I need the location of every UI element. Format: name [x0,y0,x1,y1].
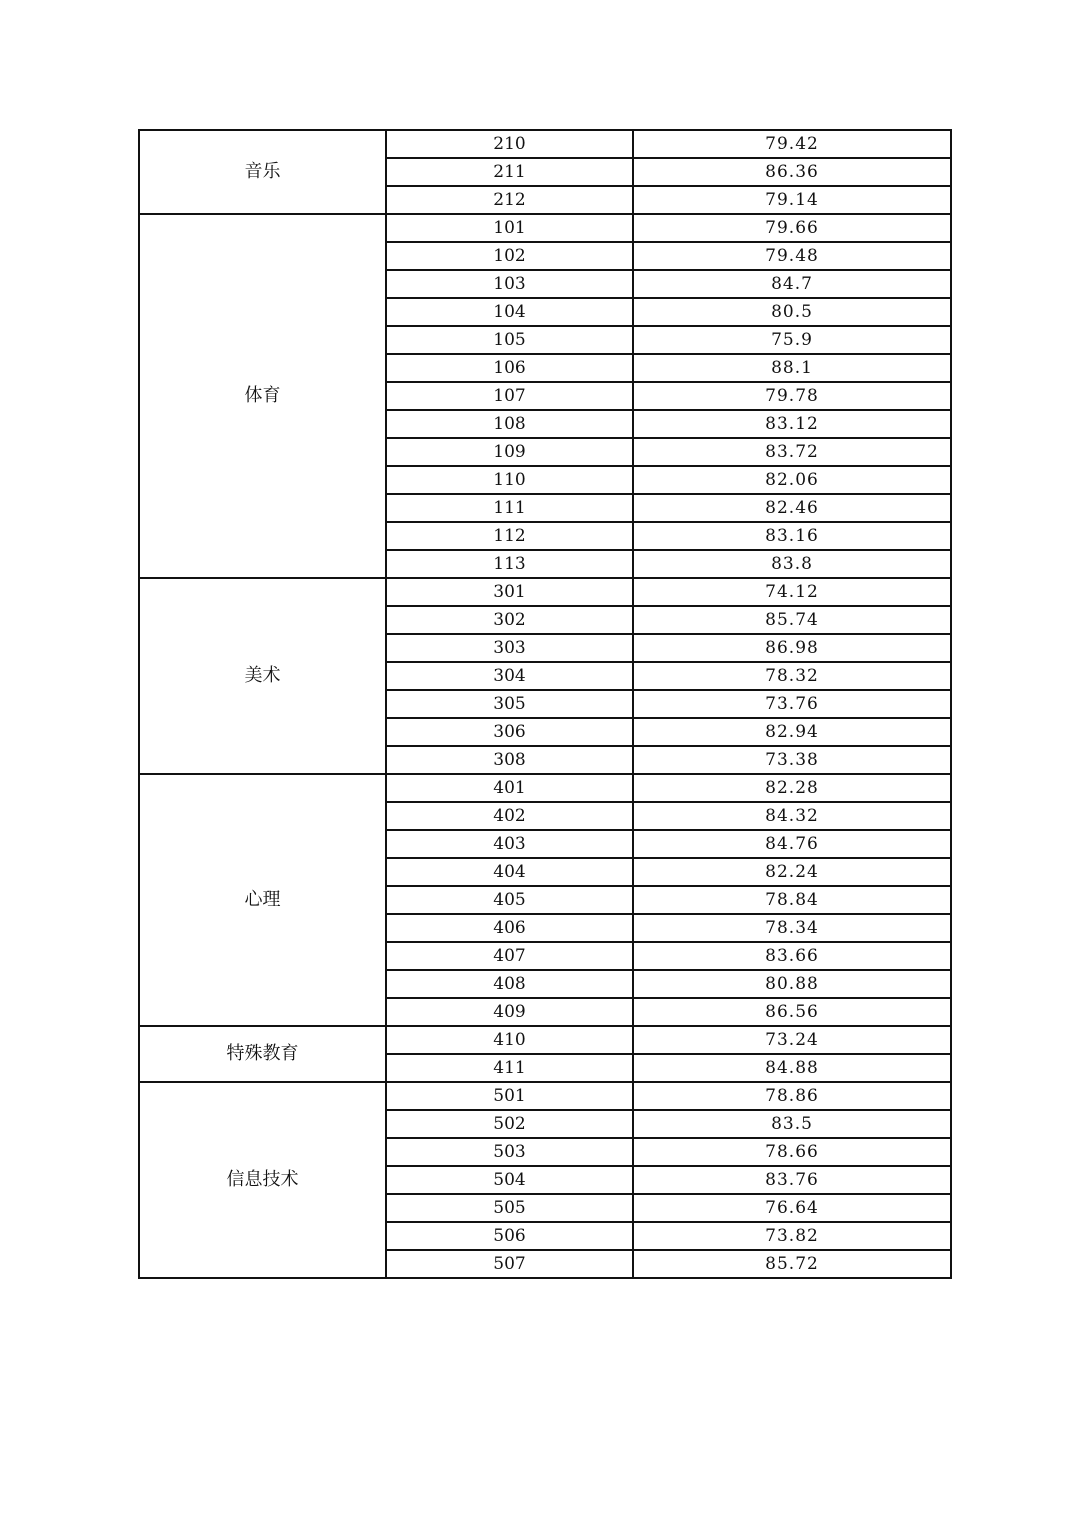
position-code-cell: 507 [386,1250,633,1278]
score-cell: 84.7 [633,270,951,298]
table-row [139,774,951,802]
position-code-cell: 306 [386,718,633,746]
position-code-cell: 301 [386,578,633,606]
position-code-cell: 503 [386,1138,633,1166]
table-row [139,1026,951,1054]
table-row [139,1082,951,1110]
score-cell: 83.66 [633,942,951,970]
position-code-cell: 502 [386,1110,633,1138]
score-cell: 85.74 [633,606,951,634]
score-cell: 83.76 [633,1166,951,1194]
score-cell: 78.66 [633,1138,951,1166]
position-code-cell: 410 [386,1026,633,1054]
position-code-cell: 308 [386,746,633,774]
subject-cell: 音乐 [139,130,386,214]
position-code-cell: 109 [386,438,633,466]
score-cell: 73.38 [633,746,951,774]
position-code-cell: 304 [386,662,633,690]
table-row [139,130,951,158]
score-cell: 83.5 [633,1110,951,1138]
score-cell: 83.8 [633,550,951,578]
score-cell: 73.82 [633,1222,951,1250]
score-cell: 78.34 [633,914,951,942]
position-code-cell: 401 [386,774,633,802]
position-code-cell: 112 [386,522,633,550]
score-cell: 79.48 [633,242,951,270]
position-code-cell: 506 [386,1222,633,1250]
position-code-cell: 406 [386,914,633,942]
position-code-cell: 504 [386,1166,633,1194]
position-code-cell: 106 [386,354,633,382]
score-cell: 78.86 [633,1082,951,1110]
score-cell: 88.1 [633,354,951,382]
score-cell: 73.24 [633,1026,951,1054]
position-code-cell: 404 [386,858,633,886]
score-cell: 83.16 [633,522,951,550]
position-code-cell: 501 [386,1082,633,1110]
table-row [139,214,951,242]
score-cell: 79.66 [633,214,951,242]
score-cell: 79.78 [633,382,951,410]
position-code-cell: 405 [386,886,633,914]
subject-cell: 信息技术 [139,1082,386,1278]
position-code-cell: 103 [386,270,633,298]
position-code-cell: 407 [386,942,633,970]
score-cell: 80.88 [633,970,951,998]
position-code-cell: 111 [386,494,633,522]
position-code-cell: 411 [386,1054,633,1082]
score-cell: 76.64 [633,1194,951,1222]
position-code-cell: 105 [386,326,633,354]
position-code-cell: 303 [386,634,633,662]
position-code-cell: 108 [386,410,633,438]
score-cell: 86.56 [633,998,951,1026]
subject-cell: 心理 [139,774,386,1026]
score-cell: 82.06 [633,466,951,494]
score-table-body [139,130,951,1278]
table-row [139,578,951,606]
position-code-cell: 110 [386,466,633,494]
position-code-cell: 104 [386,298,633,326]
score-cell: 79.42 [633,130,951,158]
position-code-cell: 408 [386,970,633,998]
position-code-cell: 101 [386,214,633,242]
score-cell: 83.72 [633,438,951,466]
score-cell: 84.32 [633,802,951,830]
position-code-cell: 211 [386,158,633,186]
position-code-cell: 212 [386,186,633,214]
subject-cell: 体育 [139,214,386,578]
score-cell: 83.12 [633,410,951,438]
score-cell: 82.28 [633,774,951,802]
score-cell: 74.12 [633,578,951,606]
score-cell: 80.5 [633,298,951,326]
position-code-cell: 505 [386,1194,633,1222]
score-cell: 82.46 [633,494,951,522]
score-cell: 75.9 [633,326,951,354]
position-code-cell: 102 [386,242,633,270]
score-table [138,129,952,1279]
subject-cell: 特殊教育 [139,1026,386,1082]
position-code-cell: 403 [386,830,633,858]
subject-cell: 美术 [139,578,386,774]
score-cell: 82.24 [633,858,951,886]
score-cell: 86.36 [633,158,951,186]
score-cell: 78.32 [633,662,951,690]
score-cell: 84.76 [633,830,951,858]
position-code-cell: 305 [386,690,633,718]
position-code-cell: 210 [386,130,633,158]
position-code-cell: 107 [386,382,633,410]
score-cell: 82.94 [633,718,951,746]
score-cell: 85.72 [633,1250,951,1278]
position-code-cell: 113 [386,550,633,578]
score-cell: 86.98 [633,634,951,662]
score-cell: 84.88 [633,1054,951,1082]
score-cell: 73.76 [633,690,951,718]
position-code-cell: 402 [386,802,633,830]
score-cell: 79.14 [633,186,951,214]
position-code-cell: 409 [386,998,633,1026]
score-cell: 78.84 [633,886,951,914]
position-code-cell: 302 [386,606,633,634]
